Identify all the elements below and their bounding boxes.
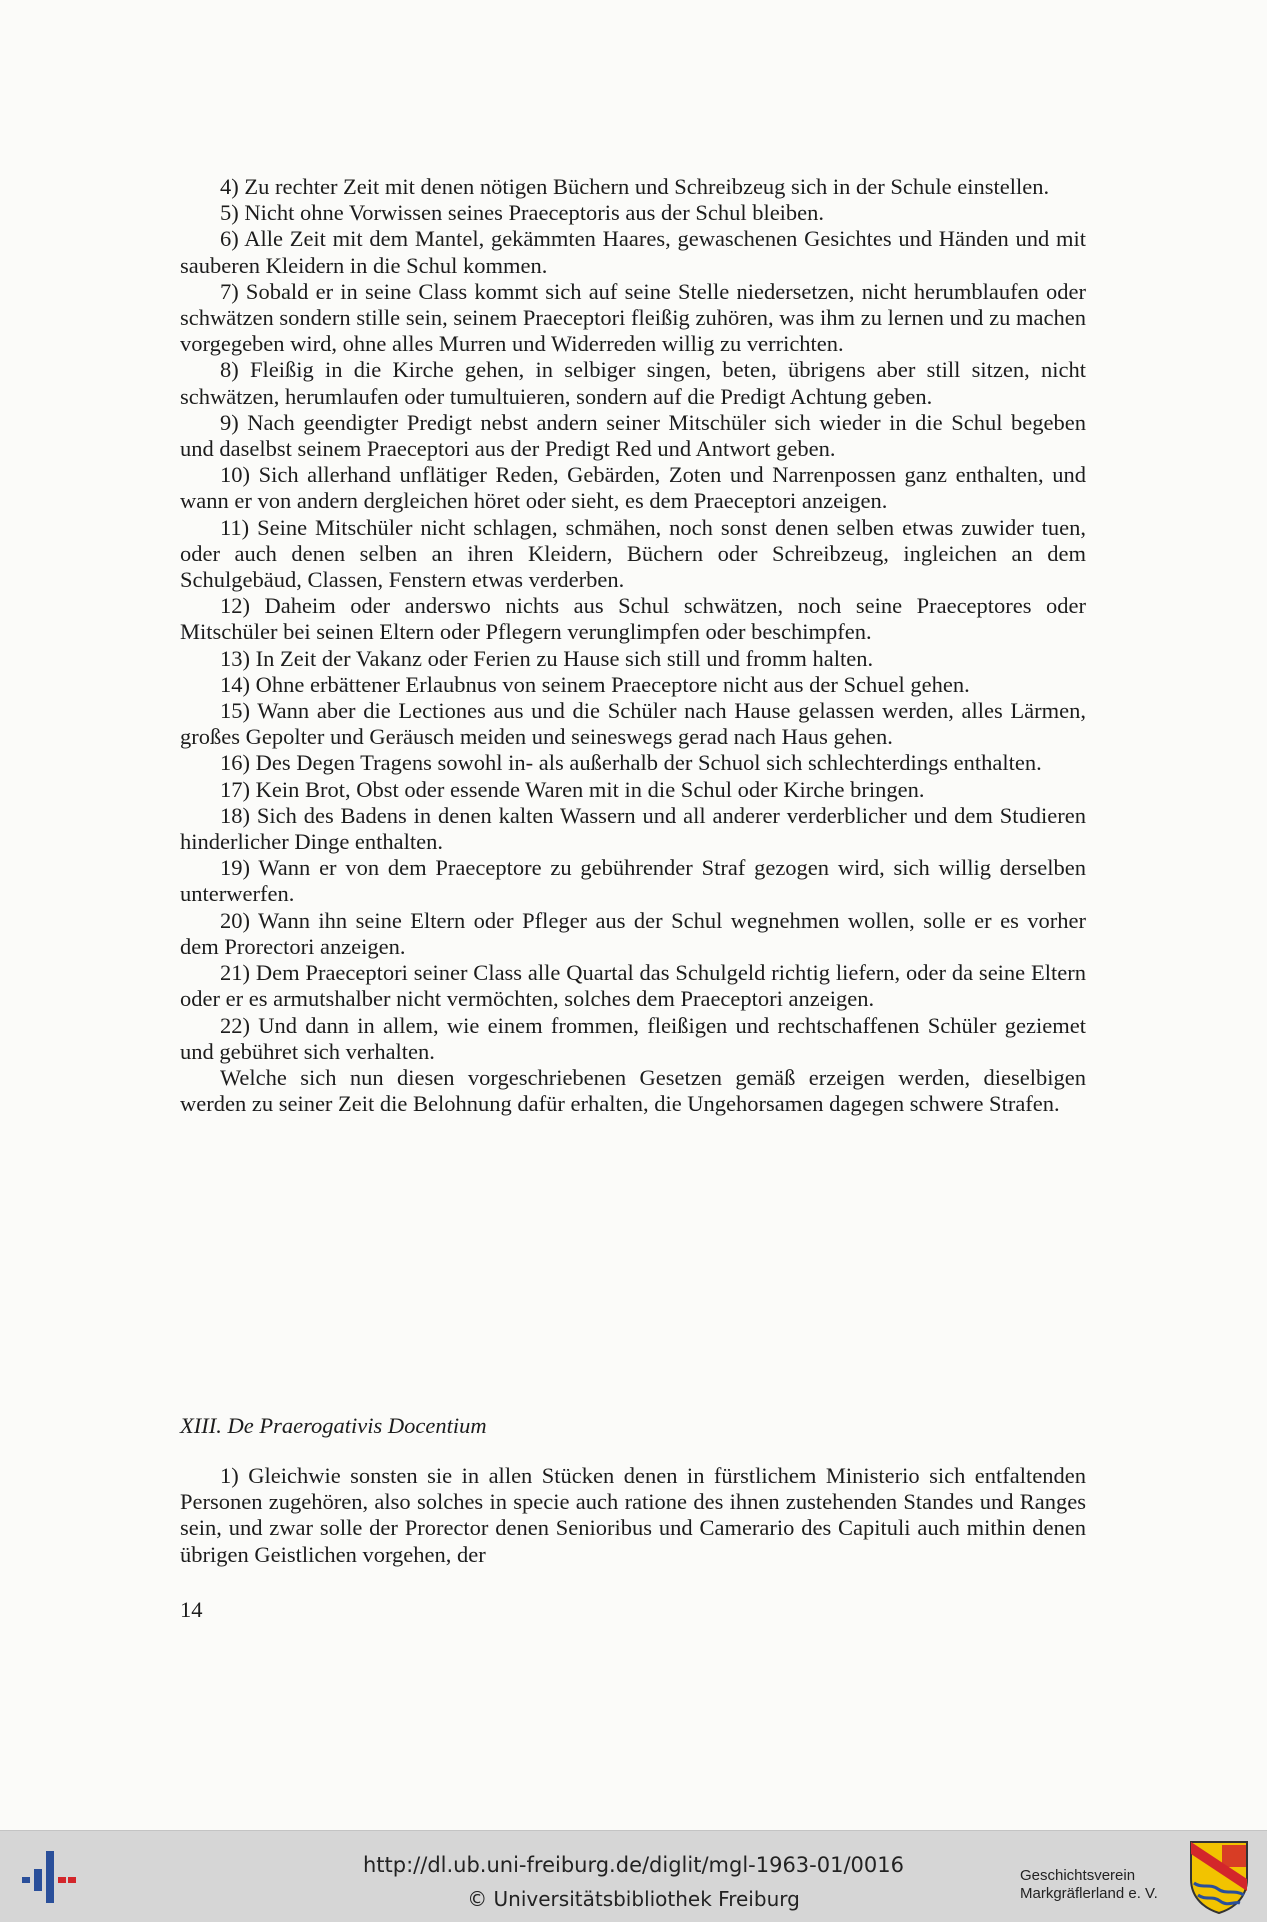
society-name bbox=[1020, 1867, 1180, 1903]
paragraph: 21) Dem Praeceptori seiner Class alle Quartal das Schulgeld richtig liefern, oder da seine Eltern oder er es armutshalber nicht vermöchten, solches dem Praeceptori anzeigen. bbox=[180, 960, 1086, 1012]
body-text bbox=[180, 174, 1086, 1117]
paragraph: 10) Sich allerhand unflätiger Reden, Gebärden, Zoten und Narrenpossen ganz enthalten, und wann er von andern dergleichen höret oder sieht, es dem Praeceptori anzeigen. bbox=[180, 462, 1086, 514]
paragraph: 8) Fleißig in die Kirche gehen, in selbiger singen, beten, übrigens aber still sitzen, nicht schwätzen, herumlaufen oder tumultuieren, sondern auf die Predigt Achtung geben. bbox=[180, 357, 1086, 409]
page-number: 14 bbox=[180, 1597, 203, 1622]
society-line-1: Geschichtsverein bbox=[1020, 1867, 1136, 1884]
paragraph: 17) Kein Brot, Obst oder essende Waren mit in die Schul oder Kirche bringen. bbox=[220, 776, 925, 802]
paragraph: 7) Sobald er in seine Class kommt sich auf seine Stelle niedersetzen, nicht herumblaufen oder schwätzen sondern stille sein, seinem Praeceptori fleißig zuhören, was ihm zu lernen und zu machen vorgegeben wird, ohne alles Murren und Widerreden willig zu verrichten. bbox=[180, 278, 1086, 357]
paragraph: 12) Daheim oder anderswo nichts aus Schul schwätzen, noch seine Praeceptores oder Mitschüler bei seinen Eltern oder Pflegern verunglimpfen oder beschimpfen. bbox=[180, 593, 1086, 645]
society-line-2: Markgräflerland e. V. bbox=[1020, 1885, 1158, 1902]
paragraph: 22) Und dann in allem, wie einem frommen, fleißigen und rechtschaffenen Schüler geziemet und gebühret sich verhalten. bbox=[180, 1012, 1086, 1064]
coat-of-arms-icon bbox=[1188, 1839, 1250, 1915]
paragraph: 15) Wann aber die Lectiones aus und die Schüler nach Hause gelassen werden, alles Lärmen, großes Gepolter und Geräusch meiden und seineswegs gerad nach Haus gehen. bbox=[180, 698, 1086, 750]
paragraph: 1) Gleichwie sonsten sie in allen Stücken denen in fürstlichem Ministerio sich entfaltenden Personen zugehören, also solches in specie auch ratione des ihnen zustehenden Standes und Ranges sein, und zwar solle der Prorector denen Senioribus und Camerario des Capituli auch mithin denen übrigen Geistlichen vorgehen, der bbox=[180, 1463, 1086, 1567]
footer-bar bbox=[0, 1830, 1267, 1922]
paragraph: 5) Nicht ohne Vorwissen seines Praeceptoris aus der Schul bleiben. bbox=[220, 200, 825, 226]
paragraph: 13) In Zeit der Vakanz oder Ferien zu Hause sich still und fromm halten. bbox=[220, 645, 874, 671]
paragraph: 18) Sich des Badens in denen kalten Wassern und all anderer verderblicher und dem Studieren hinderlicher Dinge enthalten. bbox=[180, 802, 1086, 855]
footer-url-link[interactable]: http://dl.ub.uni-freiburg.de/diglit/mgl-1963-01/0016 bbox=[362, 1853, 904, 1877]
footer-copyright: © Universitätsbibliothek Freiburg bbox=[467, 1887, 800, 1911]
paragraph: 16) Des Degen Tragens sowohl in- als außerhalb der Schuol sich schlechterdings enthalten. bbox=[220, 750, 1042, 776]
paragraph: 9) Nach geendigter Predigt nebst andern seiner Mitschüler sich wieder in die Schul begeben und daselbst seinem Praeceptori aus der Predigt Red und Antwort geben. bbox=[180, 409, 1086, 462]
paragraph: 4) Zu rechter Zeit mit denen nötigen Büchern und Schreibzeug sich in der Schule einstellen. bbox=[220, 174, 1050, 199]
paragraph: 11) Seine Mitschüler nicht schlagen, schmähen, noch sonst denen selben etwas zuwider tuen, oder auch denen selben an ihren Kleidern, Büchern oder Schreibzeug, ingleichen an dem Schulgebäud, Classen, Fenstern etwas verderben. bbox=[180, 514, 1086, 593]
section-heading: XIII. De Praerogativis Docentium bbox=[180, 1413, 487, 1438]
paragraph: 14) Ohne erbättener Erlaubnus von seinem Praeceptore nicht aus der Schuel gehen. bbox=[220, 671, 970, 697]
paragraph: Welche sich nun diesen vorgeschriebenen Gesetzen gemäß erzeigen werden, dieselbigen werden zu seiner Zeit die Belohnung dafür erhalten, die Ungehorsamen dagegen schwere Strafen. bbox=[180, 1064, 1086, 1117]
section-body-text bbox=[180, 1463, 1086, 1568]
paragraph: 20) Wann ihn seine Eltern oder Pfleger aus der Schul wegnehmen wollen, solle er es vorher dem Prorectori anzeigen. bbox=[180, 907, 1086, 959]
paragraph: 19) Wann er von dem Praeceptore zu gebührender Straf gezogen wird, sich willig derselben unterwerfen. bbox=[180, 855, 1086, 907]
paragraph: 6) Alle Zeit mit dem Mantel, gekämmten Haares, gewaschenen Gesichtes und Händen und mit sauberen Kleidern in die Schul kommen. bbox=[180, 226, 1086, 278]
